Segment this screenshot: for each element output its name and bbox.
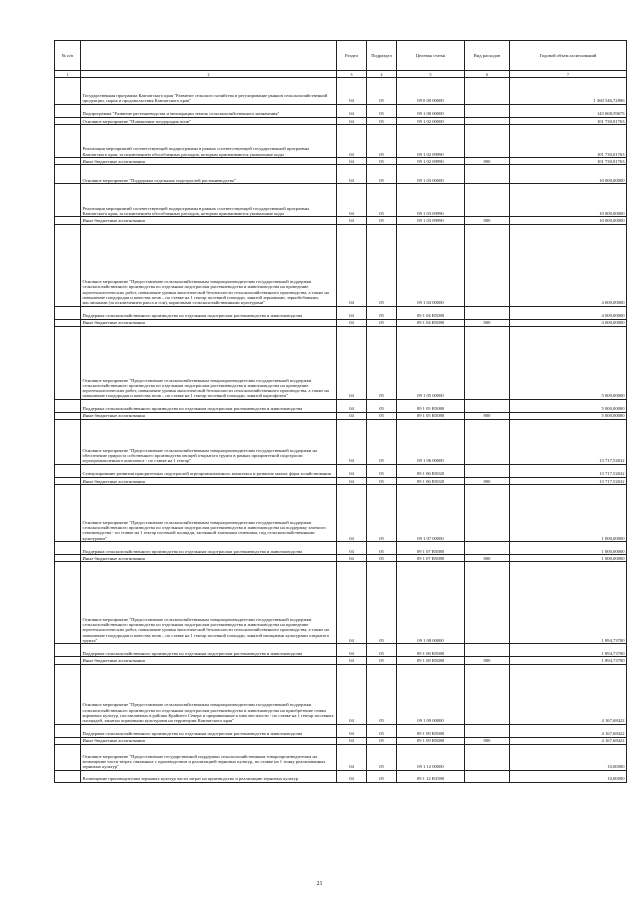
table-row [55, 125, 627, 158]
cell-expense-type [465, 326, 510, 399]
cell-num [55, 306, 81, 319]
cell-amount: 1 000,00000 [510, 485, 627, 542]
cell-name: Стимулирование развития приоритетных подотраслей агропромышленного комплекса и развитие малых форм хозяйствования [81, 465, 337, 478]
table-body [55, 78, 627, 783]
index-cell: 6 [465, 71, 510, 78]
cell-num [55, 412, 81, 419]
page-number: 21 [316, 881, 323, 887]
cell-expense-type [465, 420, 510, 465]
cell-name: Иные бюджетные ассигнования [81, 217, 337, 224]
cell-amount: 101 730,01763 [510, 118, 627, 125]
table-row [55, 555, 627, 562]
cell-name: Реализация мероприятий соответствующей подпрограммы в рамках соответствующей государственной программы Камчатского края, за исключением обособленных расходов, которым присваиваются уникальные коды [81, 125, 337, 158]
cell-target: 09 1 06 R5020 [397, 478, 465, 485]
cell-target: 09 1 12 R3580 [397, 770, 465, 782]
cell-amount: 13 717,52632 [510, 465, 627, 478]
cell-amount: 1 894,73700 [510, 657, 627, 664]
table-row [55, 105, 627, 118]
cell-target: 09 1 02 00000 [397, 118, 465, 125]
table-row [55, 644, 627, 657]
cell-subsection: 05 [367, 657, 397, 664]
cell-amount: 1 000,00000 [510, 542, 627, 555]
cell-target: 09 1 02 09990 [397, 125, 465, 158]
cell-num [55, 542, 81, 555]
cell-expense-type: 800 [465, 412, 510, 419]
cell-expense-type [465, 224, 510, 306]
cell-amount: 1 000,00000 [510, 555, 627, 562]
table-row [55, 184, 627, 217]
table-row [55, 412, 627, 419]
cell-expense-type: 800 [465, 319, 510, 326]
cell-subsection: 05 [367, 664, 397, 724]
cell-target: 09 1 03 09990 [397, 217, 465, 224]
cell-expense-type [465, 465, 510, 478]
cell-num [55, 420, 81, 465]
cell-num [55, 224, 81, 306]
cell-target: 09 1 09 R5080 [397, 737, 465, 744]
cell-num [55, 562, 81, 644]
cell-target: 09 1 08 R5080 [397, 644, 465, 657]
header-amount: Годовой объем ассигнований [510, 41, 627, 71]
cell-num [55, 165, 81, 184]
cell-section: 04 [337, 555, 367, 562]
table-row [55, 306, 627, 319]
cell-expense-type: 800 [465, 555, 510, 562]
table-row [55, 485, 627, 542]
cell-amount: 10,00000 [510, 770, 627, 782]
cell-num [55, 644, 81, 657]
cell-expense-type [465, 165, 510, 184]
cell-expense-type [465, 744, 510, 770]
cell-target: 09 1 04 00000 [397, 224, 465, 306]
cell-num [55, 78, 81, 105]
cell-target: 09 1 08 00000 [397, 562, 465, 644]
cell-target: 09 1 08 R5080 [397, 657, 465, 664]
cell-name: Иные бюджетные ассигнования [81, 158, 337, 165]
cell-num [55, 724, 81, 737]
table-row [55, 420, 627, 465]
cell-section: 04 [337, 412, 367, 419]
table-header-row [55, 41, 627, 71]
cell-amount: 4 000,00000 [510, 319, 627, 326]
cell-name: Иные бюджетные ассигнования [81, 737, 337, 744]
cell-subsection: 05 [367, 399, 397, 412]
cell-num [55, 399, 81, 412]
cell-target: 09 1 03 09990 [397, 184, 465, 217]
cell-amount: 1 894,73700 [510, 562, 627, 644]
cell-num [55, 125, 81, 158]
cell-name: Основное мероприятие "Предоставление сельскохозяйственным товаропроизводителям государственной поддержки сельскохозяйственного производства по отдельным подотраслям растениеводства и животноводства на проведение агротехнологических работ, повышение уровня экологической безопасности сельскохозяйственного производства, а также на повышение плодородия и качества почв – по ставке на 1 гектар посевной площади, занятой зерновыми, зернобобовыми, масличными (за исключением рапса и сои), кормовыми сельскохозяйственными культурами" [81, 224, 337, 306]
cell-num [55, 737, 81, 744]
cell-name: Основное мероприятие "Предоставление государственной поддержки сельскохозяйственным товаропроизводителям на возмещение части затрат, связанных с производством и реализацией зерновых культур, по ставке на 1 тонну реализованных зерновых культур" [81, 744, 337, 770]
cell-subsection: 05 [367, 125, 397, 158]
cell-subsection: 05 [367, 319, 397, 326]
cell-name: Иные бюджетные ассигнования [81, 319, 337, 326]
table-row [55, 217, 627, 224]
cell-section: 04 [337, 399, 367, 412]
cell-section: 04 [337, 158, 367, 165]
cell-subsection: 05 [367, 542, 397, 555]
cell-subsection: 05 [367, 78, 397, 105]
index-row [55, 71, 627, 78]
cell-expense-type [465, 125, 510, 158]
cell-expense-type [465, 770, 510, 782]
cell-target: 09 1 12 00000 [397, 744, 465, 770]
cell-amount: 101 730,01763 [510, 158, 627, 165]
cell-subsection: 05 [367, 224, 397, 306]
cell-section: 04 [337, 724, 367, 737]
index-cell: 4 [367, 71, 397, 78]
cell-num [55, 184, 81, 217]
cell-name: Государственная программа Камчатского края "Развитие сельского хозяйства и регулирование рынков сельскохозяйственной продукции, сырья и продовольствия Камчатского края" [81, 78, 337, 105]
cell-amount: 10 000,00000 [510, 184, 627, 217]
cell-section: 04 [337, 326, 367, 399]
cell-subsection: 05 [367, 165, 397, 184]
cell-name: Поддержка сельскохозяйственного производства по отдельным подотраслям растениеводства и животноводства [81, 644, 337, 657]
table-row [55, 224, 627, 306]
table-row [55, 737, 627, 744]
cell-amount: 5 000,00000 [510, 412, 627, 419]
cell-target: 09 1 07 R5080 [397, 542, 465, 555]
cell-subsection: 05 [367, 737, 397, 744]
table-row [55, 744, 627, 770]
cell-expense-type [465, 184, 510, 217]
cell-target: 09 1 06 R5020 [397, 465, 465, 478]
header-section: Раздел [337, 41, 367, 71]
header-num: № п/п [55, 41, 81, 71]
cell-name: Иные бюджетные ассигнования [81, 412, 337, 419]
cell-section: 04 [337, 306, 367, 319]
cell-expense-type [465, 664, 510, 724]
cell-num [55, 485, 81, 542]
cell-section: 04 [337, 105, 367, 118]
cell-section: 04 [337, 657, 367, 664]
cell-section: 04 [337, 224, 367, 306]
cell-expense-type [465, 562, 510, 644]
cell-subsection: 05 [367, 217, 397, 224]
cell-section: 04 [337, 485, 367, 542]
cell-subsection: 05 [367, 306, 397, 319]
header-subsection: Подраздел [367, 41, 397, 71]
cell-section: 04 [337, 217, 367, 224]
cell-num [55, 478, 81, 485]
cell-subsection: 05 [367, 412, 397, 419]
cell-expense-type [465, 644, 510, 657]
cell-amount: 10,00000 [510, 744, 627, 770]
cell-target: 09 1 05 R5080 [397, 399, 465, 412]
cell-expense-type: 800 [465, 657, 510, 664]
cell-subsection: 05 [367, 770, 397, 782]
cell-name: Поддержка сельскохозяйственного производства по отдельным подотраслям растениеводства и животноводства [81, 724, 337, 737]
cell-section: 04 [337, 770, 367, 782]
table-row [55, 478, 627, 485]
table-row [55, 319, 627, 326]
table-row [55, 657, 627, 664]
cell-expense-type [465, 542, 510, 555]
cell-subsection: 05 [367, 105, 397, 118]
cell-target: 09 1 07 R5080 [397, 555, 465, 562]
cell-subsection: 05 [367, 744, 397, 770]
cell-amount: 1 894,73700 [510, 644, 627, 657]
cell-name: Поддержка сельскохозяйственного производства по отдельным подотраслям растениеводства и животноводства [81, 542, 337, 555]
cell-subsection: 05 [367, 326, 397, 399]
cell-name: Иные бюджетные ассигнования [81, 478, 337, 485]
budget-table [54, 40, 627, 783]
cell-amount: 4 000,00000 [510, 306, 627, 319]
cell-num [55, 657, 81, 664]
table-row [55, 158, 627, 165]
cell-amount: 4 000,00000 [510, 224, 627, 306]
cell-subsection: 05 [367, 555, 397, 562]
cell-subsection: 05 [367, 158, 397, 165]
table-row [55, 770, 627, 782]
cell-amount: 13 717,52632 [510, 420, 627, 465]
cell-section: 04 [337, 744, 367, 770]
cell-section: 04 [337, 562, 367, 644]
table-row [55, 78, 627, 105]
cell-name: Основное мероприятие "Поддержка отдельных подотраслей растениеводства" [81, 165, 337, 184]
cell-subsection: 05 [367, 465, 397, 478]
cell-num [55, 770, 81, 782]
cell-amount: 10 000,00000 [510, 165, 627, 184]
cell-expense-type: 800 [465, 158, 510, 165]
table-row [55, 326, 627, 399]
cell-subsection: 05 [367, 724, 397, 737]
cell-target: 09 1 04 R5080 [397, 319, 465, 326]
table-row [55, 118, 627, 125]
cell-amount: 5 000,00000 [510, 399, 627, 412]
table-row [55, 562, 627, 644]
cell-section: 04 [337, 542, 367, 555]
index-cell: 1 [55, 71, 81, 78]
cell-name: Основное мероприятие "Предоставление сельскохозяйственным товаропроизводителям государственной поддержки на обеспечение прироста собственного производства овощей открытого грунта в рамках приоритетной подотрасли агропромышленного комплекса - по ставке на 1 гектар" [81, 420, 337, 465]
index-cell: 2 [81, 71, 337, 78]
table-row [55, 542, 627, 555]
cell-expense-type [465, 485, 510, 542]
cell-section: 04 [337, 644, 367, 657]
cell-name: Основное мероприятие "Предоставление сельскохозяйственным товаропроизводителям государственной поддержки сельскохозяйственного производства по отдельным подотраслям растениеводства и животноводства на проведение агротехнологических работ, повышение уровня экологической безопасности сельскохозяйственного производства, а также на повышение плодородия и качества почв – по ставке на 1 гектар посевной площади, занятой овощными культурами открытого грунта" [81, 562, 337, 644]
cell-name: Подпрограмма "Развитие растениеводства и мелиорации земель сельскохозяйственного назначения" [81, 105, 337, 118]
cell-subsection: 05 [367, 478, 397, 485]
cell-section: 04 [337, 664, 367, 724]
cell-section: 04 [337, 165, 367, 184]
table-row [55, 465, 627, 478]
cell-section: 04 [337, 319, 367, 326]
cell-subsection: 05 [367, 118, 397, 125]
cell-amount: 4 167,68422 [510, 724, 627, 737]
cell-expense-type [465, 78, 510, 105]
cell-subsection: 05 [367, 562, 397, 644]
header-target: Целевая статья [397, 41, 465, 71]
cell-name: Иные бюджетные ассигнования [81, 555, 337, 562]
cell-section: 04 [337, 420, 367, 465]
cell-subsection: 05 [367, 644, 397, 657]
cell-amount: 10 000,00000 [510, 217, 627, 224]
cell-subsection: 05 [367, 485, 397, 542]
cell-name: Реализация мероприятий соответствующей подпрограммы в рамках соответствующей государственной программы Камчатского края, за исключением обособленных расходов, которым присваиваются уникальные коды [81, 184, 337, 217]
cell-num [55, 118, 81, 125]
index-cell: 3 [337, 71, 367, 78]
table-row [55, 724, 627, 737]
cell-num [55, 555, 81, 562]
cell-subsection: 05 [367, 420, 397, 465]
cell-num [55, 217, 81, 224]
cell-name: Основное мероприятие "Предоставление сельскохозяйственным товаропроизводителям государственной поддержки сельскохозяйственного производства по отдельным подотраслям растениеводства и животноводства на проведение агротехнологических работ, повышение уровня экологической безопасности сельскохозяйственного производства, а также на повышение плодородия и качества почв – по ставке на 1 гектар посевной площади, занятой картофелем" [81, 326, 337, 399]
cell-name: Основное мероприятие "Предоставление сельскохозяйственным товаропроизводителям государственной поддержки сельскохозяйственного производства по отдельным подотраслям растениеводства и животноводства на приобретение семян кормовых культур, поставляемых в районы Крайнего Севера и приравненные к ним местности - по ставке на 1 гектар посевных площадей, занятых кормовыми культурами на территории Камчатского края" [81, 664, 337, 724]
cell-target: 09 1 03 00000 [397, 165, 465, 184]
cell-target: 09 1 07 00000 [397, 485, 465, 542]
cell-section: 04 [337, 118, 367, 125]
cell-expense-type [465, 724, 510, 737]
cell-num [55, 465, 81, 478]
cell-amount: 4 167,68422 [510, 664, 627, 724]
index-cell: 5 [397, 71, 465, 78]
cell-name: Иные бюджетные ассигнования [81, 657, 337, 664]
cell-target: 09 1 04 R5080 [397, 306, 465, 319]
cell-expense-type: 800 [465, 217, 510, 224]
cell-num [55, 664, 81, 724]
table-row [55, 664, 627, 724]
cell-target: 09 1 09 00000 [397, 664, 465, 724]
cell-target: 09 1 02 09990 [397, 158, 465, 165]
cell-expense-type: 800 [465, 737, 510, 744]
cell-target: 09 1 05 00000 [397, 326, 465, 399]
table-row [55, 399, 627, 412]
cell-amount: 143 068,59675 [510, 105, 627, 118]
cell-section: 04 [337, 737, 367, 744]
cell-name: Поддержка сельскохозяйственного производства по отдельным подотраслям растениеводства и животноводства [81, 399, 337, 412]
cell-section: 04 [337, 184, 367, 217]
cell-name: Основное мероприятие "Предоставление сельскохозяйственным товаропроизводителям государственной поддержки сельскохозяйственного производства по отдельным подотраслям растениеводства и животноводства на поддержку элитного семеноводства - по ставке на 1 гектар посевной площади, засеянной элитными семенами, под сельскохозяйственными культурами" [81, 485, 337, 542]
cell-expense-type: 800 [465, 478, 510, 485]
header-expense-type: Вид расходов [465, 41, 510, 71]
table-row [55, 165, 627, 184]
cell-expense-type [465, 118, 510, 125]
cell-num [55, 105, 81, 118]
cell-name: Основное мероприятие "Повышение плодородия почв" [81, 118, 337, 125]
cell-amount: 1 360 546,72806 [510, 78, 627, 105]
cell-target: 09 1 00 00000 [397, 105, 465, 118]
index-cell: 7 [510, 71, 627, 78]
cell-amount: 13 717,52632 [510, 478, 627, 485]
cell-expense-type [465, 306, 510, 319]
cell-target: 09 1 09 R5080 [397, 724, 465, 737]
cell-expense-type [465, 399, 510, 412]
cell-num [55, 158, 81, 165]
cell-num [55, 744, 81, 770]
cell-section: 04 [337, 478, 367, 485]
cell-amount: 101 730,01763 [510, 125, 627, 158]
cell-section: 04 [337, 78, 367, 105]
cell-target: 09 1 06 00000 [397, 420, 465, 465]
cell-target: 09 1 05 R5080 [397, 412, 465, 419]
cell-num [55, 326, 81, 399]
cell-section: 04 [337, 465, 367, 478]
cell-num [55, 319, 81, 326]
cell-amount: 5 000,00000 [510, 326, 627, 399]
cell-name: Возмещение производителям зерновых культур части затрат на производство и реализацию зерновых культур [81, 770, 337, 782]
cell-target: 09 0 00 00000 [397, 78, 465, 105]
header-name [81, 41, 337, 71]
cell-name: Поддержка сельскохозяйственного производства по отдельным подотраслям растениеводства и животноводства [81, 306, 337, 319]
cell-expense-type [465, 105, 510, 118]
cell-section: 04 [337, 125, 367, 158]
cell-subsection: 05 [367, 184, 397, 217]
cell-amount: 4 167,68422 [510, 737, 627, 744]
